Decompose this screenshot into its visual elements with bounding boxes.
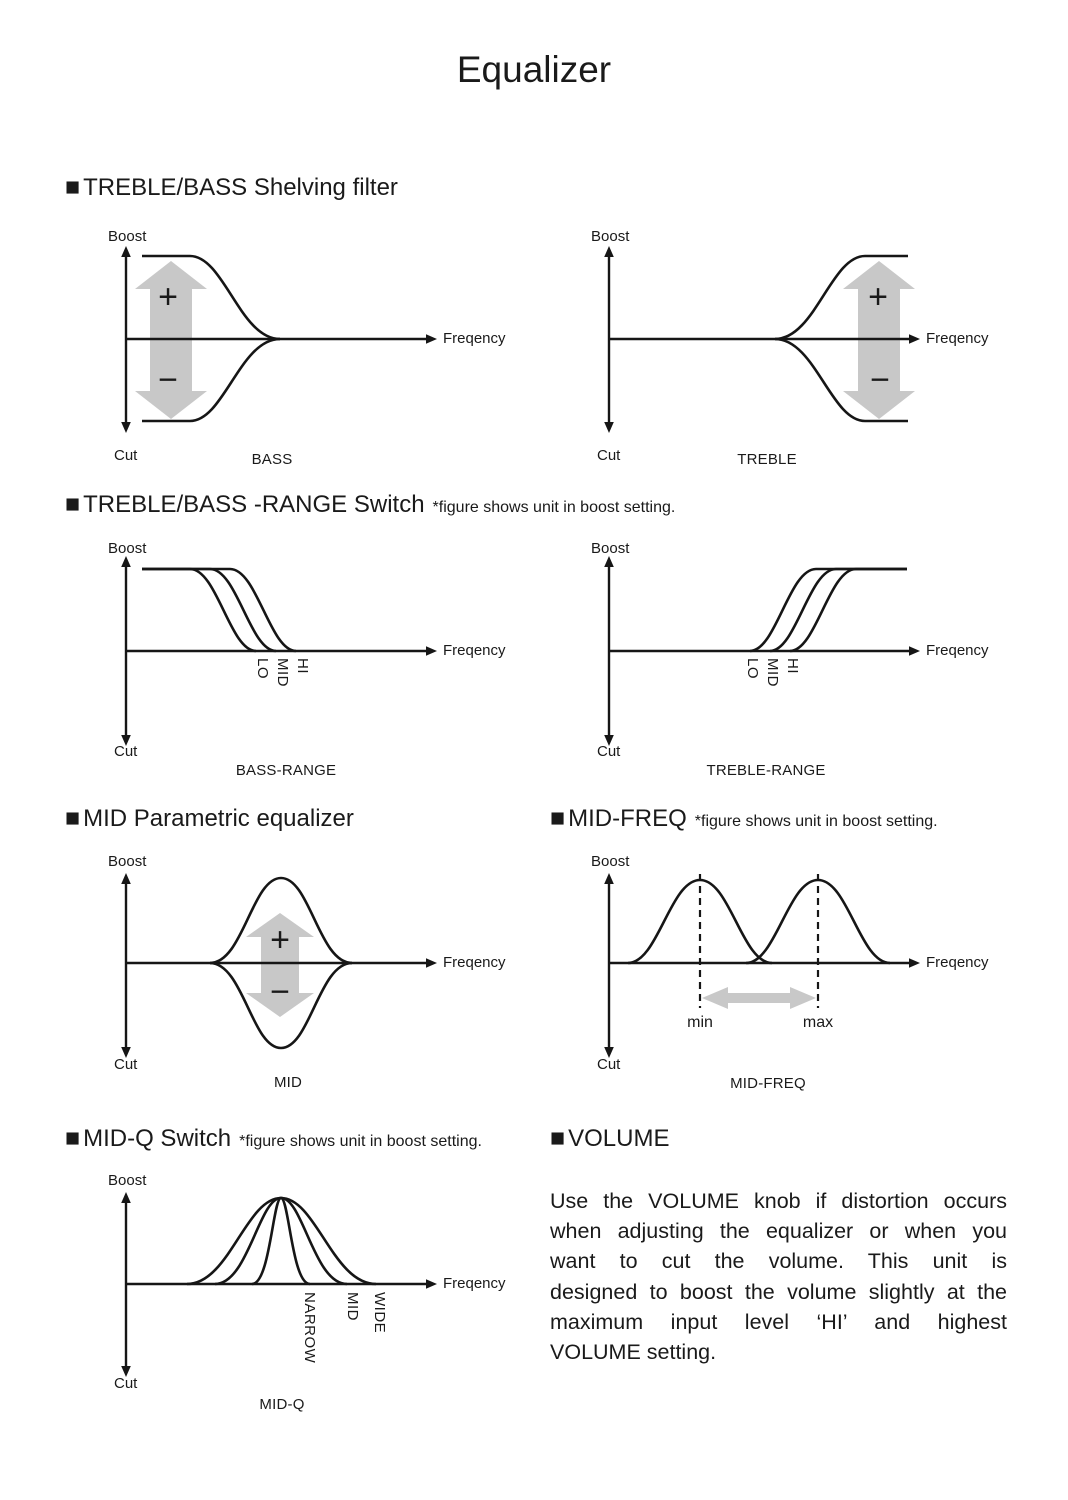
section-heading-shelving (65, 172, 398, 203)
mid-parametric-diagram (80, 845, 520, 1100)
range-label-hi: HI (294, 658, 311, 674)
boost-label: Boost (108, 853, 147, 870)
plus-sign: + (868, 278, 888, 316)
min-label: min (687, 1014, 713, 1031)
page-title: Equalizer (456, 49, 612, 90)
boost-label: Boost (108, 1172, 147, 1189)
q-curve-narrow (252, 1198, 310, 1284)
volume-paragraph (550, 1186, 1007, 1367)
cut-label: Cut (114, 1056, 138, 1073)
range-label-hi: HI (784, 658, 801, 674)
range-curve-lo (750, 569, 907, 651)
boost-label: Boost (108, 228, 147, 245)
q-label-narrow: NARROW (301, 1292, 318, 1364)
section-heading-volume (550, 1123, 669, 1154)
section-marker-square: ■ (550, 804, 566, 832)
section-heading-shelving-label: TREBLE/BASS Shelving filter (83, 174, 398, 201)
freq-sweep-arrow (702, 987, 816, 1009)
mid-freq-diagram (560, 845, 1000, 1100)
bass-range-caption: BASS-RANGE (235, 762, 337, 779)
minus-sign: − (270, 973, 290, 1011)
section-heading-mid-freq (550, 803, 938, 837)
range-curve-hi (142, 569, 296, 651)
range-label-mid: MID (274, 658, 291, 687)
cut-label: Cut (597, 743, 621, 760)
cut-label: Cut (114, 447, 138, 464)
boost-label: Boost (591, 540, 630, 557)
mid-caption: MID (273, 1074, 303, 1091)
section-heading-mid (65, 803, 354, 834)
bass-caption: BASS (251, 451, 293, 468)
section-marker-square: ■ (550, 1124, 566, 1152)
mid-freq-caption: MID-FREQ (730, 1075, 806, 1092)
section-heading-mid-freq-label: MID-FREQ (568, 805, 687, 832)
boost-setting-note: *figure shows unit in boost setting. (432, 499, 676, 516)
frequency-label: Freqency (926, 954, 989, 971)
section-heading-volume-label: VOLUME (568, 1125, 670, 1152)
minus-sign: − (158, 361, 178, 399)
boost-label: Boost (591, 853, 630, 870)
volume-line: Use the VOLUME knob if distortion occurs (550, 1189, 1007, 1213)
section-heading-range-label: TREBLE/BASS -RANGE Switch (83, 491, 425, 518)
section-heading-mid-q-label: MID-Q Switch (83, 1125, 232, 1152)
range-label-mid: MID (764, 658, 781, 687)
section-marker-square: ■ (65, 490, 81, 518)
plus-sign: + (270, 921, 290, 959)
boost-setting-note: *figure shows unit in boost setting. (239, 1133, 482, 1150)
cut-label: Cut (597, 447, 621, 464)
boost-label: Boost (108, 540, 147, 557)
section-marker-square: ■ (65, 173, 81, 201)
cut-label: Cut (114, 1375, 138, 1392)
section-marker-square: ■ (65, 804, 81, 832)
mid-q-caption: MID-Q (259, 1396, 305, 1413)
volume-line: VOLUME setting. (550, 1340, 717, 1365)
plus-sign: + (158, 278, 178, 316)
range-curve-lo (142, 569, 256, 651)
q-label-wide: WIDE (371, 1292, 388, 1334)
volume-line: designed to boost the volume slightly at the (550, 1279, 1007, 1304)
section-marker-square: ■ (65, 1124, 81, 1152)
volume-line: maximum input level ‘HI’ and highest (550, 1309, 1007, 1334)
volume-line: want to cut the volume. This unit is (550, 1249, 1007, 1274)
frequency-label: Freqency (443, 954, 506, 971)
range-label-lo: LO (744, 658, 761, 680)
q-label-mid: MID (344, 1292, 361, 1321)
frequency-label: Freqency (926, 330, 989, 347)
boost-setting-note: *figure shows unit in boost setting. (694, 813, 938, 830)
q-curve-wide (187, 1198, 376, 1284)
q-curve-mid (215, 1198, 347, 1284)
cut-label: Cut (114, 743, 138, 760)
minus-sign: − (870, 361, 890, 399)
frequency-label: Freqency (443, 1275, 506, 1292)
section-heading-mid-label: MID Parametric equalizer (83, 805, 354, 832)
frequency-label: Freqency (443, 330, 506, 347)
range-label-lo: LO (254, 658, 271, 680)
max-label: max (802, 1014, 834, 1031)
boost-label: Boost (591, 228, 630, 245)
treble-caption: TREBLE (737, 451, 797, 468)
volume-line: when adjusting the equalizer or when you (550, 1219, 1007, 1244)
cut-label: Cut (597, 1056, 621, 1073)
frequency-label: Freqency (926, 642, 989, 659)
treble-range-caption: TREBLE-RANGE (706, 762, 826, 779)
section-heading-mid-q (65, 1123, 482, 1157)
frequency-label: Freqency (443, 642, 506, 659)
section-heading-range (65, 489, 675, 523)
range-curve-hi (790, 569, 907, 651)
